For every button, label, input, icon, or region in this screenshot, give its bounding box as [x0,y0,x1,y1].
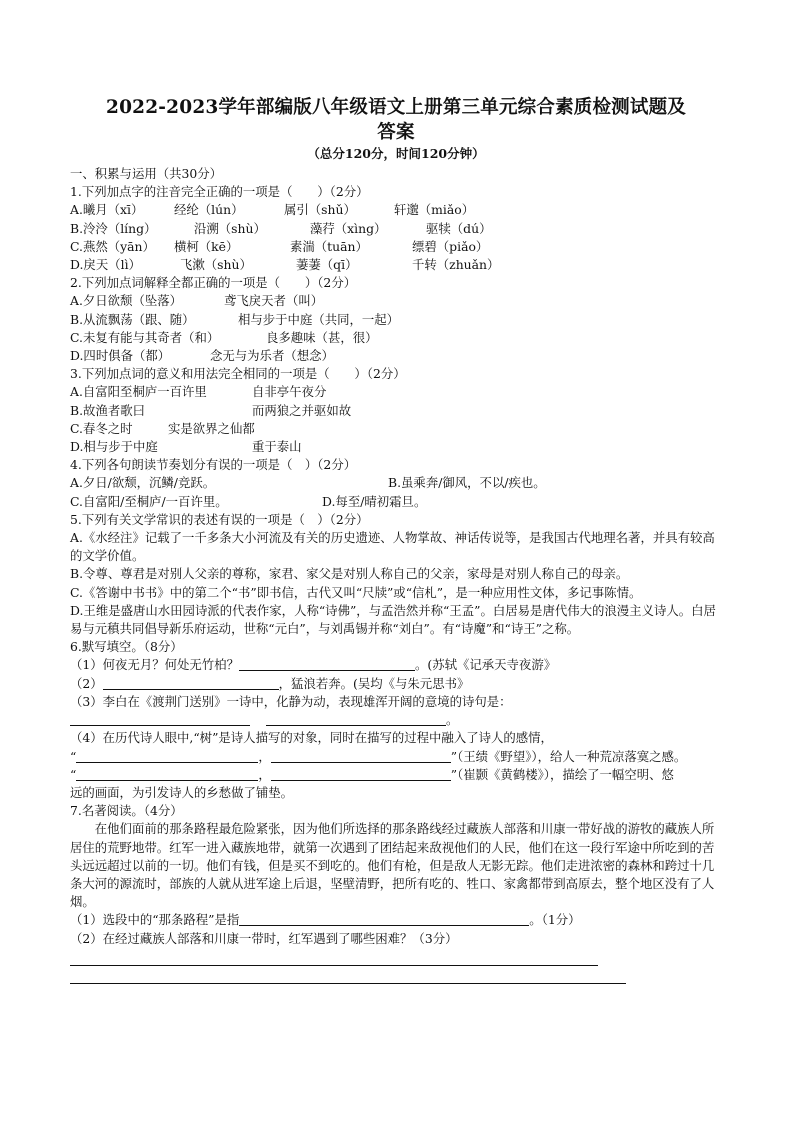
question-1-stem: 1.下列加点字的注音完全正确的一项是（ ）（2分） [70,184,369,200]
question-7-passage: 在他们面前的那条路程最危险紧张，因为他们所选择的那条路线经过藏族人部落和川康一带好战的游牧的藏族人所居住的荒野地带。红军一进入藏族地带，就第一次遇到了团结起来敌视他们的人民，他们在这一段行军途中所吃到的苦头远远超过以前的一切。他们有钱，但是买不到吃的。他们有枪，但是敌人无影无踪。他们走进浓密的森林和跨过十几条大河的源流时，部族的人就从进军途上后退，坚壁清野，把所有吃的、牲口、家禽都带到高原去，整个地区没有了人烟。 [70,821,715,910]
question-6-item-3-answer: 。 [70,711,722,729]
question-1-option-b: B.泠泠（líng） 沿溯（shù） 藻荇（xìng） 驱犊（dú） [70,220,492,236]
question-5-option-b: B.令尊、尊君是对别人父亲的尊称，家君、家父是对别人称自己的父亲，家母是对别人称自己的母亲。 [70,566,629,582]
question-7-item-2: （2）在经过藏族人部落和川康一带时，红军遇到了哪些困难？（3分） [70,930,458,946]
question-6-item-4-end: 远的画面，为引发诗人的乡愁做了铺垫。 [70,784,294,800]
question-3-option-b: B.故渔者歌曰 而两狼之并驱如故 [70,402,352,418]
question-6-item-1: （1）何夜无月？何处无竹柏？ 。(苏轼《记承天寺夜游》 [70,657,557,673]
question-3-option-d: D.相与步于中庭 重于泰山 [70,439,302,455]
question-7-stem: 7.名著阅读。（4分） [70,803,183,819]
question-5-option-c: C.《答谢中书书》中的第二个“书”即书信，古代又叫“尺牍”或“信札”，是一种应用性文体，多记事陈情。 [70,584,642,600]
question-2-stem: 2.下列加点词解释全都正确的一项是（ ）（2分） [70,275,357,291]
question-6-item-4-line-2: “ ， ”（崔颢《黄鹤楼》），描绘了一幅空明、悠 [70,766,674,782]
answer-blank[interactable] [70,712,250,726]
question-1-option-d: D.戾天（lì） 飞漱（shù） 萋萋（qī） 千转（zhuǎn） [70,257,500,273]
answer-blank[interactable] [76,767,258,781]
answer-blank[interactable] [271,749,451,763]
answer-line[interactable] [70,948,598,966]
question-4-options-cd: C.自富阳/至桐庐/一百许里。 D.每至/晴初霜旦。 [70,493,427,509]
answer-blank[interactable] [103,676,279,690]
question-6-item-3: （3）李白在《渡荆门送别》一诗中，化静为动，表现雄浑开阔的意境的诗句是： [70,693,512,709]
question-5-stem: 5.下列有关文学常识的表述有误的一项是（ ）（2分） [70,511,369,527]
question-6-item-2: （2） ，猛浪若奔。(吴均《与朱元思书》 [70,675,470,691]
question-3-option-a: A.自富阳至桐庐一百许里 自非亭午夜分 [70,384,327,400]
question-5-option-d: D.王维是盛唐山水田园诗派的代表作家，人称“诗佛”，与孟浩然并称“王孟”。白居易是唐代伟大的浪漫主义诗人。白居易与元稹共同倡导新乐府运动，世称“元白”，与刘禹锡并称“刘白”。有“诗魔”和“诗王”之称。 [70,602,716,637]
question-6-item-4-line-1: “ ， ”（王绩《野望》），给人一种荒凉落寞之感。 [70,748,687,764]
question-3-option-c: C.春冬之时 实是欲界之仙都 [70,420,255,436]
question-2-option-a: A.夕日欲颓（坠落） 鸢飞戾天者（叫） [70,293,324,309]
exam-title: 2022-2023学年部编版八年级语文上册第三单元综合素质检测试题及 答案 [106,97,686,143]
question-2-option-d: D.四时俱备（都） 念无与为乐者（想念） [70,348,334,364]
question-4-stem: 4.下列各句朗读节奏划分有误的一项是（ ）（2分） [70,457,357,473]
question-5-option-a: A.《水经注》记载了一千多条大小河流及有关的历史遗迹、人物掌故、神话传说等，是我国古代地理名著，并具有较高的文学价值。 [70,530,715,564]
answer-line[interactable] [70,966,626,984]
exam-page [70,95,722,984]
section-heading: 一、积累与运用（共30分） [70,166,223,181]
exam-subtitle: （总分120分，时间120分钟） [307,146,485,161]
question-4-options-ab: A.夕日/欲颓，沉鳞/竞跃。 B.虽乘奔/御风，不以/疾也。 [70,475,546,491]
question-6-stem: 6.默写填空。（8分） [70,639,183,655]
question-3-stem: 3.下列加点词的意义和用法完全相同的一项是（ ）（2分） [70,366,406,382]
question-1-option-c: C.燕然（yān） 横柯（kē） 素湍（tuān） 缥碧（piǎo） [70,238,489,254]
answer-blank[interactable] [271,767,451,781]
answer-blank[interactable] [239,912,529,926]
answer-blank[interactable] [266,712,446,726]
question-1-option-a: A.曦月（xī） 经纶（lún） 属引（shǔ） 轩邈（miǎo） [70,202,475,218]
question-6-item-4: （4）在历代诗人眼中,“树”是诗人描写的对象，同时在描写的过程中融入了诗人的感情， [70,730,553,746]
answer-blank[interactable] [239,657,415,671]
answer-blank[interactable] [76,749,258,763]
question-2-option-c: C.未复有能与其奇者（和） 良多趣味（甚，很） [70,329,378,345]
question-2-option-b: B.从流飘荡（跟、随） 相与步于中庭（共同，一起） [70,311,400,327]
question-7-item-1: （1）选段中的“那条路程”是指 。（1分） [70,912,581,928]
